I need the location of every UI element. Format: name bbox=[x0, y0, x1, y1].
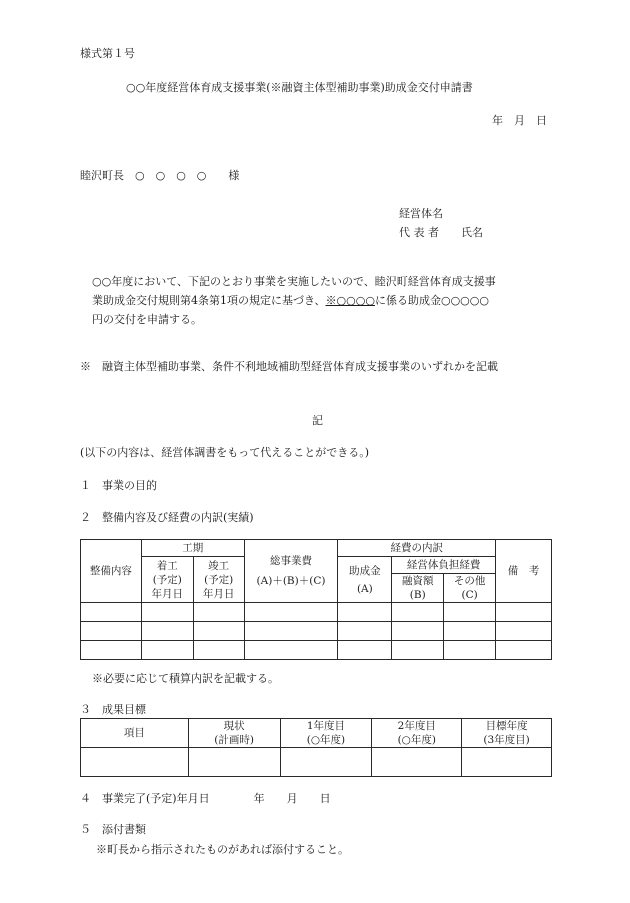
header-shunkou bbox=[193, 557, 244, 603]
header-sonota bbox=[444, 574, 496, 603]
year2-sub: (○年度) bbox=[397, 734, 436, 746]
attachment-note: ※町長から指示されたものがあれば添付すること。 bbox=[96, 843, 349, 856]
year1-sub: (○年度) bbox=[306, 734, 346, 746]
header-chakkou bbox=[141, 557, 193, 603]
document-title: ○○年度経営体育成支援事業(※融資主体型補助事業)助成金交付申請書 bbox=[126, 81, 473, 94]
yushi-label: 融資額 bbox=[401, 575, 434, 587]
table-row bbox=[81, 641, 552, 660]
underlined-project-type: ※○○○○ bbox=[325, 294, 375, 307]
table-note: ※必要に応じて積算内訳を記載する。 bbox=[92, 672, 279, 685]
form-number: 様式第１号 bbox=[80, 47, 135, 60]
header-total-cost bbox=[244, 540, 338, 603]
table-row bbox=[81, 622, 552, 641]
chakkou-planned: (予定) bbox=[152, 573, 182, 586]
josei-label: 助成金 bbox=[349, 564, 381, 577]
header-item: 項目 bbox=[81, 719, 189, 748]
body-line-2-post: に係る助成金○○○○○ bbox=[374, 294, 489, 307]
table-row bbox=[81, 603, 552, 622]
header-keihi: 経費の内訳 bbox=[338, 540, 496, 557]
outcome-table bbox=[80, 718, 552, 777]
sonota-code: (C) bbox=[461, 589, 478, 601]
header-target bbox=[462, 719, 552, 748]
header-year2 bbox=[372, 719, 462, 748]
shunkou-date: 年月日 bbox=[202, 587, 235, 600]
header-kouki: 工期 bbox=[141, 540, 244, 557]
footnote: ※ 融資主体型補助事業、条件不利地域補助型経営体育成支援事業のいずれかを記載 bbox=[80, 360, 498, 373]
application-body bbox=[92, 272, 532, 329]
current-label: 現状 bbox=[223, 720, 245, 732]
body-line-1: ○○年度において、下記のとおり事業を実施したいので、睦沢町経営体育成支援事 bbox=[92, 275, 496, 288]
body-line-3: 円の交付を申請する。 bbox=[92, 313, 202, 326]
header-biko: 備 考 bbox=[496, 540, 552, 603]
yushi-code: (B) bbox=[409, 589, 426, 601]
target-label: 目標年度 bbox=[485, 720, 528, 732]
expense-table bbox=[80, 539, 552, 660]
section-4-heading: ４ 事業完了(予定)年月日 年 月 日 bbox=[80, 792, 331, 805]
header-yushi bbox=[392, 574, 444, 603]
body-line-2-pre: 業助成金交付規則第4条第1項の規定に基づき、 bbox=[92, 294, 326, 307]
chakkou-label: 着工 bbox=[156, 559, 178, 572]
current-sub: (計画時) bbox=[214, 734, 254, 746]
ki-heading: 記 bbox=[312, 414, 323, 427]
header-year1 bbox=[280, 719, 372, 748]
sonota-label: その他 bbox=[453, 575, 486, 587]
total-cost-formula: (A)＋(B)＋(C) bbox=[256, 575, 326, 587]
shunkou-planned: (予定) bbox=[204, 573, 234, 586]
entity-name-label: 経営体名 bbox=[399, 207, 443, 220]
header-current bbox=[188, 719, 280, 748]
representative-label: 代 表 者 氏名 bbox=[399, 226, 483, 239]
table-row bbox=[81, 748, 552, 777]
year2-label: 2年度目 bbox=[397, 720, 436, 732]
total-cost-label: 総事業費 bbox=[270, 555, 312, 567]
body-line-2 bbox=[92, 291, 532, 310]
section-3-heading: ３ 成果目標 bbox=[80, 703, 146, 716]
section-1-heading: １ 事業の目的 bbox=[80, 479, 157, 492]
header-futan: 経営体負担経費 bbox=[392, 557, 496, 574]
section-5-heading: ５ 添付書類 bbox=[80, 823, 146, 836]
josei-code: (A) bbox=[356, 582, 373, 595]
shunkou-label: 竣工 bbox=[208, 559, 230, 572]
header-seibi: 整備内容 bbox=[81, 540, 142, 603]
year1-label: 1年度目 bbox=[306, 720, 346, 732]
note-paren: (以下の内容は、経営体調書をもって代えることができる。) bbox=[80, 446, 370, 459]
section-2-heading: ２ 整備内容及び経費の内訳(実績) bbox=[80, 511, 254, 524]
chakkou-date: 年月日 bbox=[151, 587, 184, 600]
header-josei bbox=[338, 557, 392, 603]
application-date: 年 月 日 bbox=[492, 114, 547, 127]
addressee: 睦沢町長 ○ ○ ○ ○ 様 bbox=[80, 169, 240, 182]
target-sub: (3年度目) bbox=[483, 734, 530, 746]
